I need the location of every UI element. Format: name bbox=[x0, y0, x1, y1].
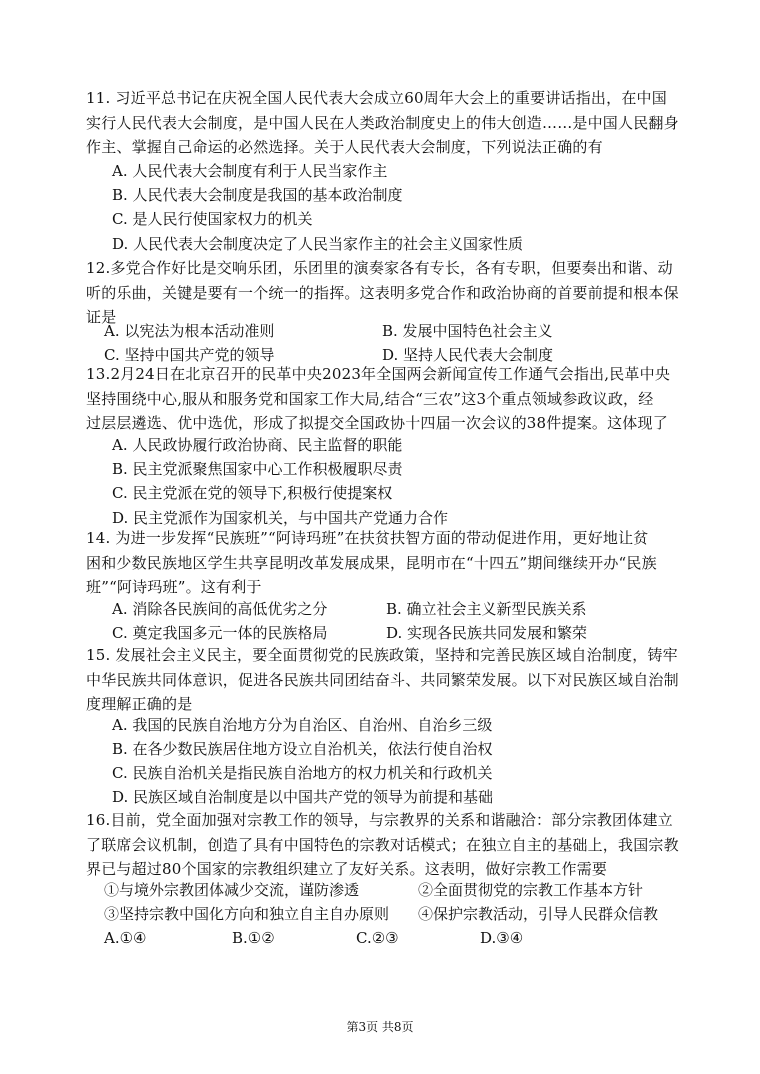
option-c: C. 坚持中国共产党的领导 bbox=[104, 346, 275, 364]
option-b: B.①② bbox=[232, 929, 275, 947]
statement-2: ②全面贯彻党的宗教工作基本方针 bbox=[418, 881, 644, 899]
option-d: D. 坚持人民代表大会制度 bbox=[382, 346, 554, 364]
statement-1: ①与境外宗教团体减少交流，谨防渗透 bbox=[104, 881, 360, 899]
stem-line: 12.多党合作好比是交响乐团，乐团里的演奏家各有专长，各有专职，但要奏出和谐、动 bbox=[86, 259, 673, 277]
option-c: C. 民族自治机关是指民族自治地方的权力机关和行政机关 bbox=[112, 764, 493, 782]
option-d: D. 人民代表大会制度决定了人民当家作主的社会主义国家性质 bbox=[112, 235, 524, 253]
option-a: A. 我国的民族自治地方分为自治区、自治州、自治乡三级 bbox=[112, 716, 493, 734]
option-c: C. 奠定我国多元一体的民族格局 bbox=[112, 624, 328, 642]
option-a: A. 消除各民族间的高低优劣之分 bbox=[112, 600, 328, 618]
stem-line: 界已与超过80个国家的宗教组织建立了友好关系。这表明，做好宗教工作需要 bbox=[86, 860, 608, 878]
stem-line: 坚持围绕中心,服从和服务党和国家工作大局,结合“三农”这3个重点领域参政议政，经 bbox=[86, 389, 654, 408]
stem-line: 16.目前，党全面加强对宗教工作的领导，与宗教界的关系和谐融洽：部分宗教团体建立 bbox=[86, 811, 673, 829]
option-b: B. 确立社会主义新型民族关系 bbox=[386, 600, 587, 618]
stem-line: 13.2月24日在北京召开的民革中央2023年全国两会新闻宣传工作通气会指出,民革中央 bbox=[86, 365, 671, 383]
stem-line: 15. 发展社会主义民主，要全面贯彻党的民族政策，坚持和完善民族区域自治制度，铸牢 bbox=[86, 646, 678, 664]
question-14-stem bbox=[86, 526, 686, 600]
option-b: B. 人民代表大会制度是我国的基本政治制度 bbox=[112, 186, 403, 204]
option-a: A. 人民政协履行政治协商、民主监督的职能 bbox=[112, 436, 403, 454]
option-b: B. 在各少数民族居住地方设立自治机关，依法行使自治权 bbox=[112, 740, 493, 758]
stem-line: 证是 bbox=[86, 308, 117, 326]
stem-line: 作主、掌握自己命运的必然选择。关于人民代表大会制度，下列说法正确的有 bbox=[86, 138, 603, 156]
stem-line: 听的乐曲，关键是要有一个统一的指挥。这表明多党合作和政治协商的首要前提和根本保 bbox=[86, 283, 679, 302]
option-b: B. 发展中国特色社会主义 bbox=[382, 322, 553, 340]
option-c: C. 民主党派在党的领导下,积极行使提案权 bbox=[112, 484, 393, 502]
page-number-footer: 第3页 共8页 bbox=[346, 1020, 414, 1034]
stem-line: 困和少数民族地区学生共享昆明改革发展成果，昆明市在“十四五”期间继续开办“民族 bbox=[86, 553, 657, 572]
stem-line: 实行人民代表大会制度，是中国人民在人类政治制度史上的伟大创造……是中国人民翻身 bbox=[86, 113, 679, 132]
stem-line: 班”“阿诗玛班”。这有利于 bbox=[86, 578, 262, 596]
option-a: A.①④ bbox=[104, 929, 147, 947]
stem-line: 过层层遴选、优中选优，形成了拟提交全国政协十四届一次会议的38件提案。这体现了 bbox=[86, 414, 668, 432]
statement-3: ③坚持宗教中国化方向和独立自主自办原则 bbox=[104, 905, 390, 923]
stem-line: 11. 习近平总书记在庆祝全国人民代表大会成立60周年大会上的重要讲话指出，在中国 bbox=[86, 89, 667, 107]
option-d: D. 民族区域自治制度是以中国共产党的领导为前提和基础 bbox=[112, 788, 494, 806]
question-16-stem bbox=[86, 808, 686, 882]
option-a: A. 以宪法为根本活动准则 bbox=[104, 322, 275, 340]
stem-line: 中华民族共同体意识，促进各民族共同团结奋斗、共同繁荣发展。以下对民族区域自治制 bbox=[86, 670, 679, 689]
option-c: C. 是人民行使国家权力的机关 bbox=[112, 210, 313, 228]
option-d: D. 民主党派作为国家机关，与中国共产党通力合作 bbox=[112, 509, 449, 527]
option-a: A. 人民代表大会制度有利于人民当家作主 bbox=[112, 162, 388, 180]
stem-line: 了联席会议机制，创造了具有中国特色的宗教对话模式；在独立自主的基础上，我国宗教 bbox=[86, 835, 679, 854]
option-c: C.②③ bbox=[356, 929, 399, 947]
option-d: D. 实现各民族共同发展和繁荣 bbox=[386, 624, 588, 642]
question-13-stem bbox=[86, 362, 686, 436]
stem-line: 14. 为进一步发挥“民族班”“阿诗玛班”在扶贫扶智方面的带动促进作用，更好地让贫 bbox=[86, 529, 649, 547]
question-11-stem bbox=[86, 86, 686, 160]
statement-4: ④保护宗教活动，引导人民群众信教 bbox=[418, 905, 659, 923]
option-b: B. 民主党派聚焦国家中心工作积极履职尽责 bbox=[112, 460, 403, 478]
stem-line: 度理解正确的是 bbox=[86, 695, 193, 713]
question-15-stem bbox=[86, 643, 686, 717]
option-d: D.③④ bbox=[480, 929, 524, 947]
